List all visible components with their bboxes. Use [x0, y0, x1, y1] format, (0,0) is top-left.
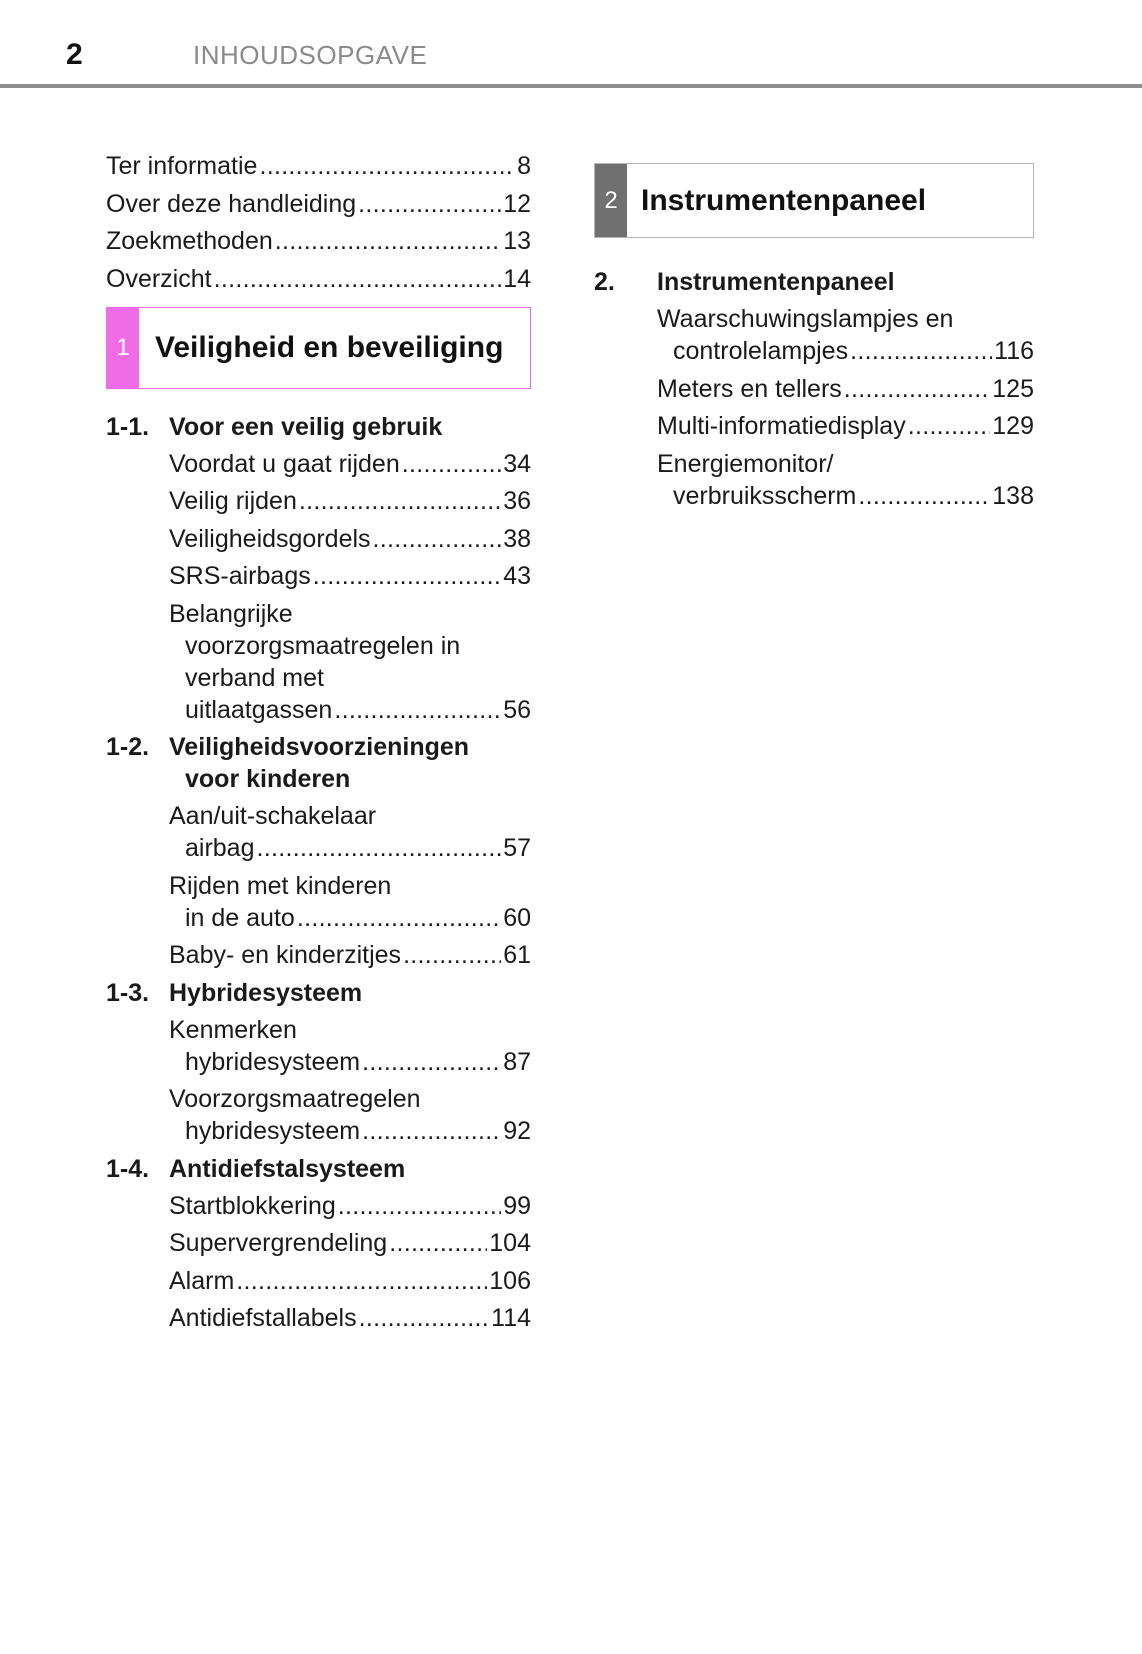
toc-entry-title: Startblokkering — [169, 1191, 336, 1220]
dot-leader — [338, 1190, 501, 1222]
toc-entry-last-line — [169, 832, 531, 864]
toc-entry[interactable] — [169, 1014, 531, 1078]
toc-entry-line: Energiemonitor/ — [657, 449, 834, 478]
toc-entry[interactable] — [657, 448, 1034, 512]
toc-entry-last-line — [169, 1227, 531, 1259]
chapter-2-title: Instrumentenpaneel — [641, 183, 927, 217]
chapter-2-box[interactable] — [594, 163, 1034, 238]
toc-entry-page: 104 — [489, 1229, 531, 1257]
dot-leader — [362, 1046, 501, 1078]
toc-entry[interactable] — [106, 225, 531, 257]
toc-entry[interactable] — [106, 188, 531, 220]
dot-leader — [402, 448, 501, 480]
section-number: 1-3. — [106, 978, 150, 1007]
dot-leader — [389, 1227, 487, 1259]
toc-entry-line: Waarschuwingslampjes en — [657, 305, 954, 333]
dot-leader — [259, 150, 515, 182]
section-title — [169, 1153, 531, 1185]
toc-entry-title: in de auto — [185, 903, 295, 932]
toc-entry[interactable] — [657, 303, 1034, 367]
section-heading[interactable] — [106, 977, 531, 1009]
toc-entry-title: controlelampjes — [673, 337, 849, 365]
dot-leader — [850, 335, 992, 367]
section-title-line: Voor een veilig gebruik — [169, 412, 443, 441]
toc-entry[interactable] — [169, 1190, 531, 1222]
section-number: 1-2. — [106, 733, 150, 761]
intro-list — [106, 150, 531, 295]
toc-entry-title: Overzicht — [106, 264, 212, 293]
dot-leader — [257, 832, 502, 864]
chapter-1-title: Veiligheid en beveiliging — [155, 330, 504, 364]
toc-entry-last-line — [169, 523, 531, 555]
toc-entry-title: Zoekmethoden — [106, 227, 273, 255]
toc-entry-title: hybridesysteem — [185, 1117, 361, 1145]
toc-entry-page: 138 — [992, 481, 1034, 510]
toc-entry-page: 36 — [503, 487, 531, 515]
toc-entry-page: 34 — [503, 449, 531, 478]
toc-entry-page: 87 — [503, 1047, 531, 1076]
toc-entry-page: 99 — [503, 1191, 531, 1220]
toc-entry[interactable] — [169, 448, 531, 480]
toc-entry-title: Over deze handleiding — [106, 189, 357, 218]
chapter-1-tab: 1 — [107, 308, 139, 388]
section-title — [169, 411, 531, 443]
section-title-line: Instrumentenpaneel — [657, 268, 895, 296]
toc-entry[interactable] — [169, 1227, 531, 1259]
dot-leader — [908, 410, 991, 442]
toc-entry-line: verband met — [185, 663, 324, 692]
dot-leader — [359, 1302, 490, 1334]
toc-entry-line: Aan/uit-schakelaar — [169, 802, 377, 830]
toc-entry-line: Kenmerken — [169, 1015, 297, 1044]
toc-entry-title: Alarm — [169, 1266, 235, 1295]
toc-entry-title: verbruiksscherm — [673, 481, 857, 510]
toc-entry-page: 92 — [503, 1117, 531, 1145]
section-title — [169, 977, 531, 1009]
section-title-line: voor kinderen — [185, 765, 351, 793]
toc-section — [106, 1153, 531, 1335]
section-heading[interactable] — [106, 411, 531, 443]
toc-entry-title: Antidiefstallabels — [169, 1304, 357, 1332]
toc-entry[interactable] — [169, 485, 531, 517]
toc-entry-title: SRS-airbags — [169, 562, 311, 590]
toc-left-column — [106, 150, 531, 1340]
chapter-1-box[interactable] — [106, 307, 531, 389]
dot-leader — [403, 939, 501, 971]
toc-entry-title: hybridesysteem — [185, 1047, 361, 1076]
toc-entry-title: Veilig rijden — [169, 487, 297, 515]
header-divider — [0, 84, 1142, 88]
section-title-line: Antidiefstalsysteem — [169, 1154, 406, 1183]
toc-entry-last-line — [169, 485, 531, 517]
toc-entry-page: 60 — [503, 903, 531, 932]
toc-entry-title: Meters en tellers — [657, 374, 842, 403]
dot-leader — [275, 225, 501, 257]
toc-section — [106, 977, 531, 1148]
toc-entry-last-line — [169, 902, 531, 934]
toc-entry-page: 56 — [503, 695, 531, 724]
toc-entry-page: 116 — [994, 337, 1034, 365]
dot-leader — [844, 373, 990, 405]
toc-entry-page: 125 — [992, 374, 1034, 403]
toc-section — [106, 411, 531, 726]
chapter-2-tab: 2 — [595, 164, 627, 237]
toc-entry-line: Voorzorgsmaatregelen — [169, 1085, 421, 1113]
section-number: 1-1. — [106, 412, 150, 441]
section-number: 2. — [594, 268, 615, 296]
toc-entry-page: 57 — [503, 834, 531, 862]
toc-entry-page: 8 — [517, 152, 531, 180]
toc-entry[interactable] — [169, 800, 531, 864]
dot-leader — [299, 485, 501, 517]
toc-entry-title: Baby- en kinderzitjes — [169, 941, 402, 969]
toc-entry-page: 114 — [491, 1304, 531, 1332]
section-title — [169, 731, 531, 795]
page-header — [0, 0, 1142, 90]
toc-entry-page: 129 — [992, 412, 1034, 440]
section-title-line: Veiligheidsvoorzieningen — [169, 733, 470, 761]
toc-entry-page: 38 — [503, 524, 531, 553]
toc-entry-title: airbag — [185, 834, 255, 862]
chapter-2-sections — [594, 266, 1034, 512]
toc-entry-last-line — [169, 1190, 531, 1222]
toc-entry-title: Veiligheidsgordels — [169, 524, 371, 553]
toc-entry[interactable] — [169, 1083, 531, 1147]
dot-leader — [297, 902, 501, 934]
toc-entry[interactable] — [169, 939, 531, 971]
toc-entry[interactable] — [169, 560, 531, 592]
toc-entry-title: Multi-informatiedisplay — [657, 412, 906, 440]
toc-entry[interactable] — [106, 150, 531, 182]
dot-leader — [373, 523, 502, 555]
dot-leader — [334, 694, 501, 726]
toc-entry-line: voorzorgsmaatregelen in — [185, 631, 461, 660]
dot-leader — [313, 560, 501, 592]
toc-entry-line: Rijden met kinderen — [169, 871, 392, 900]
dot-leader — [858, 480, 990, 512]
section-title-line: Hybridesysteem — [169, 978, 363, 1007]
chapter-1-sections — [106, 411, 531, 1335]
toc-entry[interactable] — [657, 373, 1034, 405]
toc-entry-last-line — [169, 1046, 531, 1078]
dot-leader — [362, 1115, 501, 1147]
header-title: INHOUDSOPGAVE — [193, 40, 428, 70]
toc-entry-last-line — [657, 335, 1034, 367]
toc-entry-page: 43 — [503, 562, 531, 590]
dot-leader — [236, 1265, 487, 1297]
toc-entry[interactable] — [106, 263, 531, 295]
toc-entry-page: 13 — [503, 227, 531, 255]
section-heading[interactable] — [594, 266, 1034, 298]
section-title — [657, 266, 1034, 298]
toc-entry[interactable] — [169, 523, 531, 555]
toc-entry[interactable] — [657, 410, 1034, 442]
toc-entry-last-line — [169, 1115, 531, 1147]
toc-right-column — [594, 163, 1034, 517]
toc-entry-page: 14 — [503, 264, 531, 293]
dot-leader — [358, 188, 501, 220]
toc-entry-last-line — [169, 1302, 531, 1334]
toc-entry-last-line — [657, 410, 1034, 442]
toc-entry-title: Ter informatie — [106, 152, 258, 180]
toc-section — [594, 266, 1034, 512]
toc-entry-page: 61 — [503, 941, 531, 969]
toc-entry-page: 106 — [489, 1266, 531, 1295]
dot-leader — [214, 263, 502, 295]
toc-entry-title: Supervergrendeling — [169, 1229, 388, 1257]
toc-entry[interactable] — [169, 870, 531, 934]
section-number: 1-4. — [106, 1154, 150, 1183]
toc-entry-last-line — [169, 694, 531, 726]
toc-entry-last-line — [657, 480, 1034, 512]
section-heading[interactable] — [106, 731, 531, 795]
toc-section — [106, 731, 531, 971]
toc-entry-last-line — [169, 560, 531, 592]
toc-entry-last-line — [169, 939, 531, 971]
page-number: 2 — [66, 38, 83, 71]
toc-entry[interactable] — [169, 598, 531, 726]
section-heading[interactable] — [106, 1153, 531, 1185]
toc-entry[interactable] — [169, 1265, 531, 1297]
toc-entry-last-line — [169, 1265, 531, 1297]
toc-entry[interactable] — [169, 1302, 531, 1334]
toc-entry-last-line — [657, 373, 1034, 405]
toc-entry-last-line — [169, 448, 531, 480]
toc-entry-line: Belangrijke — [169, 599, 293, 628]
toc-entry-title: Voordat u gaat rijden — [169, 449, 400, 478]
toc-entry-title: uitlaatgassen — [185, 695, 333, 724]
toc-entry-page: 12 — [503, 189, 531, 218]
